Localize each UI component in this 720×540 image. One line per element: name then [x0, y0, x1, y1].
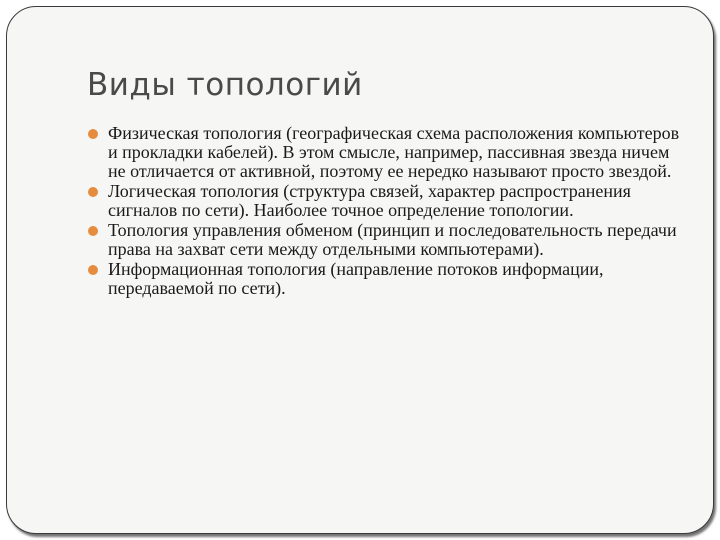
bullet-dot-icon	[88, 187, 98, 197]
slide-title: Виды топологий	[87, 67, 363, 103]
bullet-dot-icon	[88, 226, 98, 236]
list-item	[87, 124, 687, 181]
bullet-list	[87, 124, 687, 299]
bullet-text: Топология управления обменом (принцип и последовательность передачи права на захват сети между отдельными компьютерами).	[108, 220, 677, 259]
bullet-dot-icon	[88, 129, 98, 139]
list-item	[87, 260, 687, 298]
bullet-dot-icon	[88, 265, 98, 275]
bullet-text: Информационная топология (направление потоков информации, передаваемой по сети).	[108, 259, 604, 298]
slide-frame	[6, 6, 714, 534]
bullet-text: Логическая топология (структура связей, характер распространения сигналов по сети). Наиболее точное определение топологии.	[108, 181, 631, 220]
list-item	[87, 182, 687, 220]
bullet-text: Физическая топология (географическая схема расположения компьютеров и прокладки кабелей). В этом смысле, например, пассивная звезда ничем не отличается от активной, поэтому ее нередко называют просто звездой.	[108, 123, 680, 181]
list-item	[87, 221, 687, 259]
